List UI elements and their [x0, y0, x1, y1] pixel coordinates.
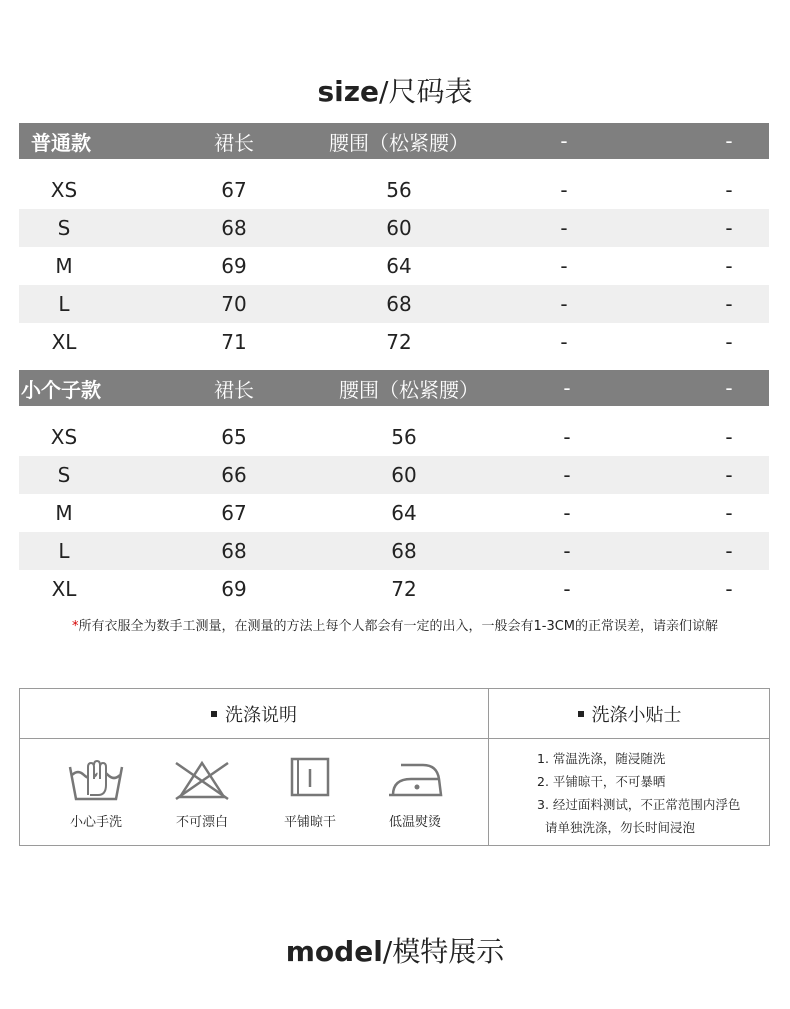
- washing-tips-list: [537, 747, 767, 839]
- care-label: 低温熨烫: [388, 815, 441, 830]
- title-sep: /: [379, 75, 389, 108]
- size-cell: L: [58, 539, 70, 563]
- care-item-no-bleach: [152, 755, 252, 830]
- header-cell-length: 裙长: [214, 377, 254, 402]
- empty-cell: -: [563, 501, 571, 525]
- dry-flat-icon: [278, 755, 342, 803]
- waist-cell: 56: [391, 425, 417, 449]
- waist-cell: 68: [391, 539, 417, 563]
- bullet-icon: [211, 711, 217, 717]
- size-cell: S: [57, 463, 71, 487]
- waist-cell: 60: [386, 216, 412, 240]
- measurement-footnote: [0, 615, 790, 634]
- table-gap: [19, 406, 769, 418]
- header-cell-waist: 腰围（松紧腰）: [339, 377, 479, 402]
- empty-cell: -: [725, 216, 733, 240]
- waist-cell: 56: [386, 178, 412, 202]
- empty-cell: -: [725, 539, 733, 563]
- header-cell-empty: -: [725, 129, 733, 153]
- row-divider: [20, 738, 769, 739]
- title-cn: 模特展示: [392, 935, 505, 968]
- title-en: size: [317, 75, 380, 108]
- table-row: [19, 171, 769, 209]
- table-row: [19, 323, 769, 361]
- header-cell-empty: -: [725, 376, 733, 400]
- heading-label: 洗涤说明: [225, 704, 297, 726]
- table-row: [19, 285, 769, 323]
- header-cell-length: 裙长: [214, 130, 254, 155]
- regular-size-table: [19, 123, 769, 361]
- header-cell-empty: -: [560, 129, 568, 153]
- care-label: 不可漂白: [175, 815, 228, 830]
- size-chart-title: [0, 70, 790, 110]
- title-cn: 尺码表: [388, 75, 473, 108]
- empty-cell: -: [560, 254, 568, 278]
- table-row: [19, 418, 769, 456]
- empty-cell: -: [560, 330, 568, 354]
- tip-item: 2. 平铺晾干，不可暴晒: [537, 774, 666, 789]
- header-cell-waist: 腰围（松紧腰）: [329, 130, 469, 155]
- empty-cell: -: [563, 463, 571, 487]
- title-sep: /: [382, 935, 393, 968]
- empty-cell: -: [725, 292, 733, 316]
- care-item-low-iron: [365, 755, 465, 830]
- size-cell: M: [55, 254, 73, 278]
- length-cell: 66: [221, 463, 247, 487]
- tip-item: 3. 经过面料测试，不正常范围内浮色: [537, 797, 741, 812]
- table-gap: [19, 159, 769, 171]
- footnote-asterisk: *: [71, 619, 79, 634]
- care-item-dry-flat: [260, 755, 360, 830]
- tip-item: 1. 常温洗涤，随浸随洗: [537, 751, 666, 766]
- low-iron-icon: [383, 755, 447, 803]
- empty-cell: -: [725, 501, 733, 525]
- length-cell: 70: [221, 292, 247, 316]
- empty-cell: -: [563, 577, 571, 601]
- header-cell-empty: -: [563, 376, 571, 400]
- empty-cell: -: [560, 178, 568, 202]
- care-label: 小心手洗: [69, 815, 122, 830]
- header-cell-style: 普通款: [31, 130, 91, 155]
- empty-cell: -: [725, 425, 733, 449]
- size-cell: L: [58, 292, 70, 316]
- empty-cell: -: [725, 254, 733, 278]
- table-header: [19, 370, 769, 406]
- size-cell: XS: [50, 425, 78, 449]
- table-row: [19, 456, 769, 494]
- table-row: [19, 494, 769, 532]
- table-row: [19, 247, 769, 285]
- empty-cell: -: [563, 425, 571, 449]
- waist-cell: 64: [386, 254, 412, 278]
- bullet-icon: [578, 711, 584, 717]
- length-cell: 68: [221, 216, 247, 240]
- care-label: 平铺晾干: [283, 815, 336, 830]
- empty-cell: -: [563, 539, 571, 563]
- waist-cell: 64: [391, 501, 417, 525]
- petite-size-table: [19, 370, 769, 608]
- header-cell-style: 小个子款: [21, 377, 101, 402]
- length-cell: 69: [221, 254, 247, 278]
- waist-cell: 72: [391, 577, 417, 601]
- length-cell: 67: [221, 501, 247, 525]
- length-cell: 68: [221, 539, 247, 563]
- empty-cell: -: [725, 330, 733, 354]
- waist-cell: 60: [391, 463, 417, 487]
- no-bleach-icon: [170, 755, 234, 803]
- table-header: [19, 123, 769, 159]
- size-cell: S: [57, 216, 71, 240]
- washing-tips-heading: [489, 689, 770, 738]
- length-cell: 71: [221, 330, 247, 354]
- table-row: [19, 209, 769, 247]
- care-item-hand-wash: [46, 755, 146, 830]
- empty-cell: -: [725, 463, 733, 487]
- model-section-title: [0, 930, 790, 970]
- size-cell: XS: [50, 178, 78, 202]
- waist-cell: 68: [386, 292, 412, 316]
- empty-cell: -: [560, 216, 568, 240]
- empty-cell: -: [725, 178, 733, 202]
- size-cell: XL: [51, 330, 77, 354]
- length-cell: 65: [221, 425, 247, 449]
- empty-cell: -: [725, 577, 733, 601]
- title-en: model: [285, 935, 383, 968]
- footnote-text: 所有衣服全为数手工测量，在测量的方法上每个人都会有一定的出入，一般会有1-3CM的正常误差，请亲们谅解: [78, 619, 719, 634]
- care-instructions-box: [19, 688, 770, 846]
- length-cell: 67: [221, 178, 247, 202]
- empty-cell: -: [560, 292, 568, 316]
- heading-label: 洗涤小贴士: [591, 704, 682, 726]
- table-row: [19, 570, 769, 608]
- size-cell: M: [55, 501, 73, 525]
- hand-wash-icon: [64, 755, 128, 803]
- size-cell: XL: [51, 577, 77, 601]
- tip-item-continuation: 请单独洗涤，勿长时间浸泡: [545, 820, 696, 835]
- waist-cell: 72: [386, 330, 412, 354]
- washing-instructions-heading: [20, 689, 488, 738]
- table-row: [19, 532, 769, 570]
- length-cell: 69: [221, 577, 247, 601]
